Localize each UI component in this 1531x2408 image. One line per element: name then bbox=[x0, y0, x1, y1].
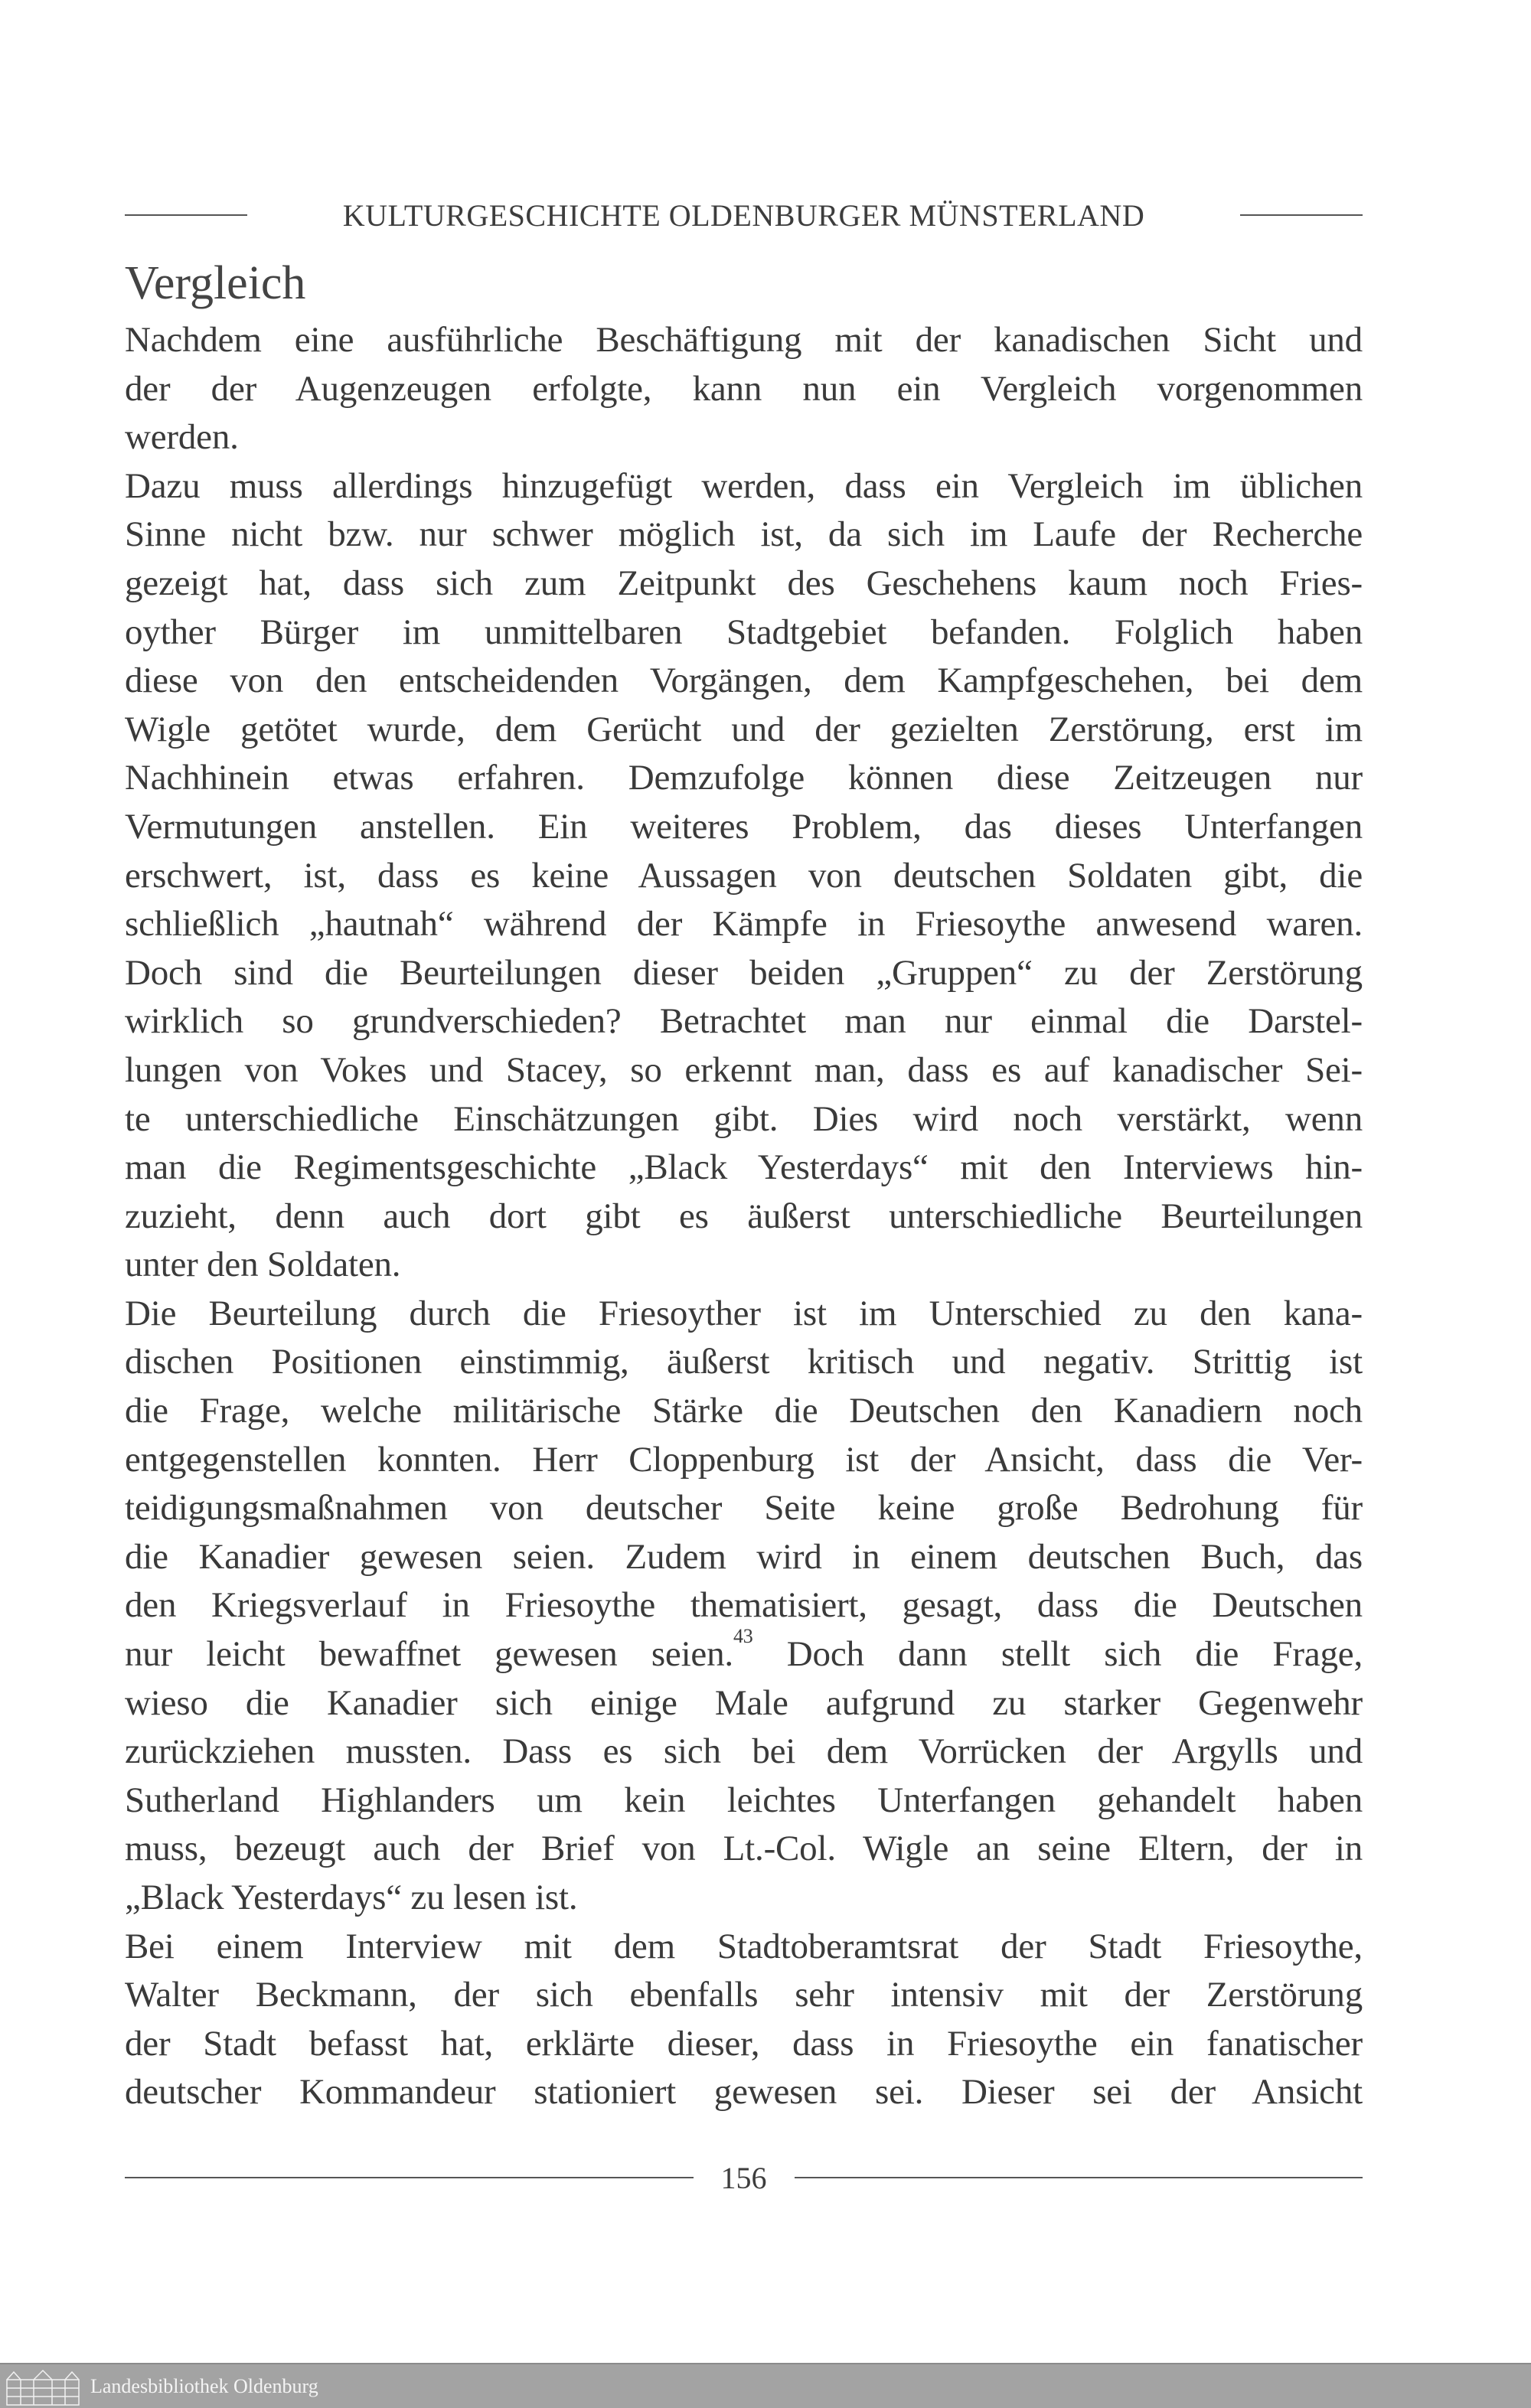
running-head-rule-right bbox=[1240, 214, 1363, 216]
text-line-continuation: Doch dann stellt sich die Frage, bbox=[752, 1634, 1363, 1675]
library-building-icon bbox=[5, 2369, 81, 2406]
text-line-content: Walter Beckmann, der sich ebenfalls sehr intensiv mit der Zerstörung bbox=[125, 1975, 1363, 2015]
text-line bbox=[125, 511, 1363, 560]
text-line bbox=[125, 803, 1363, 852]
text-line-content: zuzieht, denn auch dort gibt es äußerst unterschiedliche Beurteilungen bbox=[125, 1196, 1363, 1236]
text-line bbox=[125, 1436, 1363, 1485]
text-line-content: der der Augenzeugen erfolgte, kann nun ein Vergleich vorgenommen bbox=[125, 368, 1363, 409]
text-line bbox=[125, 900, 1363, 949]
text-line bbox=[125, 560, 1363, 609]
text-line bbox=[125, 1971, 1363, 2020]
text-line bbox=[125, 706, 1363, 755]
text-line bbox=[125, 413, 1363, 462]
text-line bbox=[125, 1581, 1363, 1630]
running-head bbox=[125, 193, 1363, 237]
text-line-content: den Kriegsverlauf in Friesoythe thematisiert, gesagt, dass die Deutschen bbox=[125, 1585, 1363, 1626]
text-line bbox=[125, 1095, 1363, 1144]
text-line-content: man die Regimentsgeschichte „Black Yesterdays“ mit den Interviews hin- bbox=[125, 1147, 1363, 1188]
text-line-content: Wigle getötet wurde, dem Gerücht und der gezielten Zerstörung, erst im bbox=[125, 709, 1363, 749]
text-line bbox=[125, 365, 1363, 414]
text-line-content: zurückziehen mussten. Dass es sich bei dem Vorrücken der Argylls und bbox=[125, 1731, 1363, 1772]
text-line bbox=[125, 949, 1363, 998]
text-line bbox=[125, 1387, 1363, 1436]
text-line-content: entgegenstellen konnten. Herr Cloppenburg ist der Ansicht, dass die Ver- bbox=[125, 1439, 1363, 1480]
text-line bbox=[125, 1338, 1363, 1387]
text-line-content: Sutherland Highlanders um kein leichtes Unterfangen gehandelt haben bbox=[125, 1780, 1363, 1820]
library-footer-bar bbox=[0, 2363, 1531, 2408]
text-line bbox=[125, 1290, 1363, 1339]
section-title: Vergleich bbox=[125, 257, 306, 309]
text-line-content: die Frage, welche militärische Stärke die Deutschen den Kanadiern noch bbox=[125, 1391, 1363, 1431]
text-line-content: Vermutungen anstellen. Ein weiteres Problem, das dieses Unterfangen bbox=[125, 806, 1363, 847]
page-number: 156 bbox=[720, 2160, 767, 2195]
text-line-content: dischen Positionen einstimmig, äußerst kritisch und negativ. Strittig ist bbox=[125, 1342, 1363, 1382]
text-line-content: te unterschiedliche Einschätzungen gibt. Dies wird noch verstärkt, wenn bbox=[125, 1098, 1363, 1139]
text-line bbox=[125, 462, 1363, 511]
text-line bbox=[125, 1144, 1363, 1193]
text-line-content: lungen von Vokes und Stacey, so erkennt man, dass es auf kanadischer Sei- bbox=[125, 1049, 1363, 1090]
text-line bbox=[125, 609, 1363, 657]
body-text bbox=[125, 316, 1363, 2117]
text-line bbox=[125, 1193, 1363, 1242]
text-line-content: Bei einem Interview mit dem Stadtoberamtsrat der Stadt Friesoythe, bbox=[125, 1926, 1363, 1966]
page-footer bbox=[125, 2155, 1363, 2201]
text-line bbox=[125, 1046, 1363, 1095]
text-line bbox=[125, 997, 1363, 1046]
text-line-content: oyther Bürger im unmittelbaren Stadtgebiet befanden. Folglich haben bbox=[125, 612, 1363, 652]
text-line-content: gezeigt hat, dass sich zum Zeitpunkt des Geschehens kaum noch Fries- bbox=[125, 563, 1363, 603]
text-line-content: Sinne nicht bzw. nur schwer möglich ist, da sich im Laufe der Recherche bbox=[125, 514, 1363, 555]
text-line-content: der Stadt befasst hat, erklärte dieser, dass in Friesoythe ein fanatischer bbox=[125, 2023, 1363, 2064]
text-line-content: teidigungsmaßnahmen von deutscher Seite keine große Bedrohung für bbox=[125, 1488, 1363, 1529]
footnote-marker: 43 bbox=[733, 1625, 753, 1648]
text-line bbox=[125, 1923, 1363, 1972]
text-line bbox=[125, 1484, 1363, 1533]
text-line-content: deutscher Kommandeur stationiert gewesen sei. Dieser sei der Ansicht bbox=[125, 2072, 1363, 2113]
text-line bbox=[125, 2068, 1363, 2117]
text-line-content: diese von den entscheidenden Vorgängen, dem Kampfgeschehen, bei dem bbox=[125, 661, 1363, 701]
text-line bbox=[125, 316, 1363, 365]
text-line bbox=[125, 1874, 1363, 1923]
text-line bbox=[125, 1241, 1363, 1290]
library-name: Landesbibliothek Oldenburg bbox=[90, 2375, 318, 2397]
text-line bbox=[125, 852, 1363, 901]
folio-rule-left bbox=[125, 2177, 694, 2178]
text-line bbox=[125, 1728, 1363, 1777]
folio-rule-right bbox=[795, 2177, 1363, 2178]
text-line-content: unter den Soldaten. bbox=[125, 1245, 401, 1285]
text-line-content: Dazu muss allerdings hinzugefügt werden, dass ein Vergleich im üblichen bbox=[125, 465, 1363, 506]
text-line-content: Die Beurteilung durch die Friesoyther ist im Unterschied zu den kana- bbox=[125, 1293, 1363, 1333]
text-line bbox=[125, 1825, 1363, 1874]
text-line-content: die Kanadier gewesen seien. Zudem wird in einem deutschen Buch, das bbox=[125, 1536, 1363, 1577]
text-line-content: „Black Yesterdays“ zu lesen ist. bbox=[125, 1878, 578, 1917]
text-line-content: Nachhinein etwas erfahren. Demzufolge können diese Zeitzeugen nur bbox=[125, 758, 1363, 798]
text-line-content: nur leicht bewaffnet gewesen seien. bbox=[125, 1634, 733, 1675]
text-line-content: Doch sind die Beurteilungen dieser beiden „Gruppen“ zu der Zerstörung bbox=[125, 952, 1363, 993]
running-head-text: KULTURGESCHICHTE OLDENBURGER MÜNSTERLAND bbox=[342, 197, 1145, 233]
text-line-content: Nachdem eine ausführliche Beschäftigung mit der kanadischen Sicht und bbox=[125, 320, 1363, 360]
text-line bbox=[125, 1777, 1363, 1826]
text-line-content: schließlich „hautnah“ während der Kämpfe in Friesoythe anwesend waren. bbox=[125, 904, 1363, 945]
running-head-rule-left bbox=[125, 214, 247, 216]
text-line-content: erschwert, ist, dass es keine Aussagen von deutschen Soldaten gibt, die bbox=[125, 855, 1363, 896]
text-line bbox=[125, 1533, 1363, 1582]
text-line-content: muss, bezeugt auch der Brief von Lt.-Col. Wigle an seine Eltern, der in bbox=[125, 1829, 1363, 1869]
text-line-content: wirklich so grundverschieden? Betrachtet man nur einmal die Darstel- bbox=[125, 1001, 1363, 1042]
text-line bbox=[125, 1625, 1363, 1679]
text-line bbox=[125, 657, 1363, 706]
text-line bbox=[125, 754, 1363, 803]
text-line bbox=[125, 1679, 1363, 1728]
text-line-content: wieso die Kanadier sich einige Male aufgrund zu starker Gegenwehr bbox=[125, 1682, 1363, 1723]
text-line bbox=[125, 2020, 1363, 2069]
text-line-content: werden. bbox=[125, 417, 239, 458]
